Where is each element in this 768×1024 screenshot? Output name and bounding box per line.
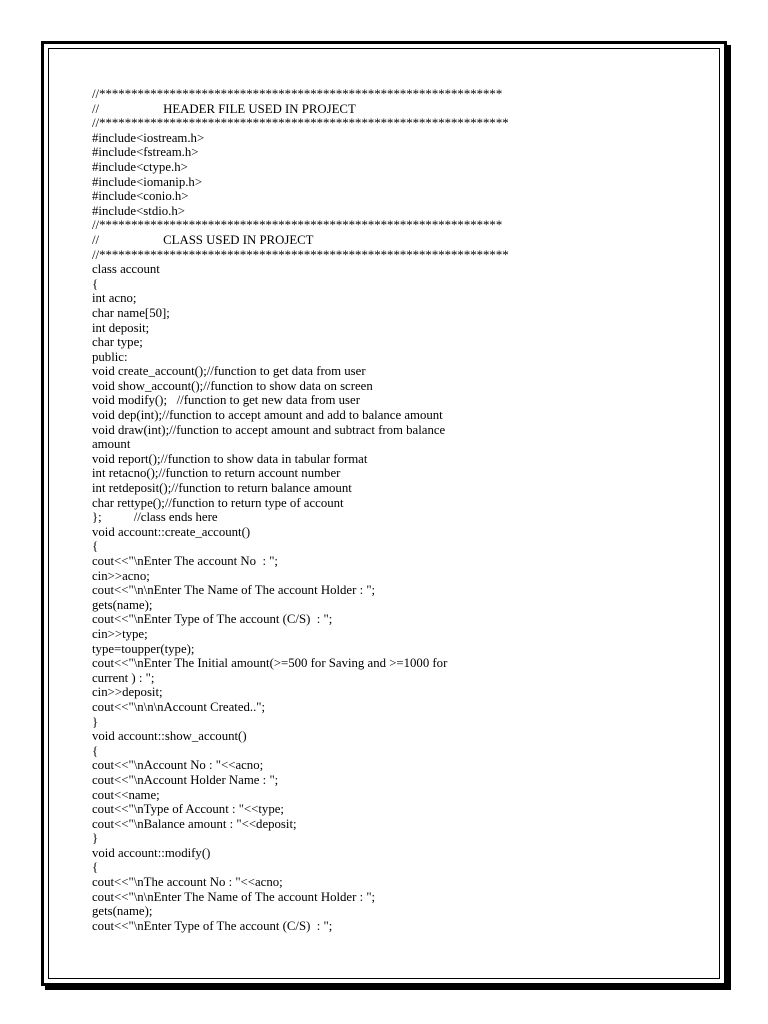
- code-line: cout<<"\nEnter The Initial amount(>=500 for Saving and >=1000 for: [92, 656, 448, 671]
- code-line: //***************************************************************: [92, 218, 503, 233]
- code-line: cout<<"\n\n\nAccount Created..";: [92, 699, 266, 714]
- code-line: #include<stdio.h>: [92, 203, 185, 218]
- code-line: cin>>type;: [92, 626, 148, 641]
- code-line: //****************************************************************: [92, 116, 509, 131]
- code-line: cout<<"\nBalance amount : "<<deposit;: [92, 816, 297, 831]
- code-line: void create_account();//function to get data from user: [92, 364, 366, 379]
- code-line: cout<<name;: [92, 787, 160, 802]
- code-line: {: [92, 276, 99, 291]
- code-line: #include<iomanip.h>: [92, 174, 203, 189]
- code-line: }; //class ends here: [92, 510, 218, 525]
- code-line: cout<<"\n\nEnter The Name of The account Holder : ";: [92, 889, 376, 904]
- code-line: class account: [92, 262, 160, 277]
- code-line: cin>>deposit;: [92, 685, 163, 700]
- code-line: // CLASS USED IN PROJECT: [92, 232, 314, 247]
- code-line: //****************************************************************: [92, 247, 509, 262]
- code-line: gets(name);: [92, 904, 153, 919]
- code-line: #include<conio.h>: [92, 189, 189, 204]
- code-line: public:: [92, 349, 128, 364]
- code-line: void report();//function to show data in tabular format: [92, 451, 368, 466]
- code-line: void show_account();//function to show data on screen: [92, 378, 373, 393]
- code-line: int retacno();//function to return account number: [92, 466, 341, 481]
- code-line: void account::show_account(): [92, 729, 247, 744]
- code-line: #include<fstream.h>: [92, 145, 199, 160]
- code-line: void draw(int);//function to accept amount and subtract from balance: [92, 422, 446, 437]
- code-line: void dep(int);//function to accept amount and add to balance amount: [92, 408, 443, 423]
- code-line: gets(name);: [92, 597, 153, 612]
- code-line: }: [92, 831, 99, 846]
- code-line: cout<<"\nEnter Type of The account (C/S) : ";: [92, 918, 333, 933]
- code-line: type=toupper(type);: [92, 641, 195, 656]
- code-line: current ) : ";: [92, 670, 155, 685]
- code-line: cout<<"\nType of Account : "<<type;: [92, 802, 284, 817]
- code-line: int acno;: [92, 291, 137, 306]
- code-line: {: [92, 743, 99, 758]
- code-line: char name[50];: [92, 305, 170, 320]
- code-line: cout<<"\nAccount No : "<<acno;: [92, 758, 264, 773]
- code-line: void modify(); //function to get new data from user: [92, 393, 360, 408]
- code-line: void account::create_account(): [92, 524, 251, 539]
- code-line: cout<<"\nEnter The account No : ";: [92, 554, 278, 568]
- code-line: char rettype();//function to return type of account: [92, 495, 344, 510]
- code-line: int retdeposit();//function to return balance amount: [92, 481, 352, 496]
- code-line: // HEADER FILE USED IN PROJECT: [92, 101, 356, 116]
- code-line: {: [92, 539, 99, 554]
- code-line: cin>>acno;: [92, 568, 150, 583]
- code-line: #include<ctype.h>: [92, 159, 188, 174]
- code-line: #include<iostream.h>: [92, 130, 205, 145]
- code-line: cout<<"\nThe account No : "<<acno;: [92, 875, 283, 890]
- code-line: {: [92, 860, 99, 875]
- code-line: cout<<"\n\nEnter The Name of The account Holder : ";: [92, 583, 376, 598]
- code-line: cout<<"\nAccount Holder Name : ";: [92, 772, 279, 787]
- code-line: amount: [92, 437, 131, 452]
- source-code-block: [92, 87, 692, 933]
- code-line: char type;: [92, 335, 143, 350]
- code-line: void account::modify(): [92, 845, 211, 860]
- code-line: //***************************************************************: [92, 87, 503, 101]
- document-page: [41, 41, 727, 986]
- code-line: int deposit;: [92, 320, 150, 335]
- code-line: cout<<"\nEnter Type of The account (C/S) : ";: [92, 612, 333, 627]
- code-line: }: [92, 714, 99, 729]
